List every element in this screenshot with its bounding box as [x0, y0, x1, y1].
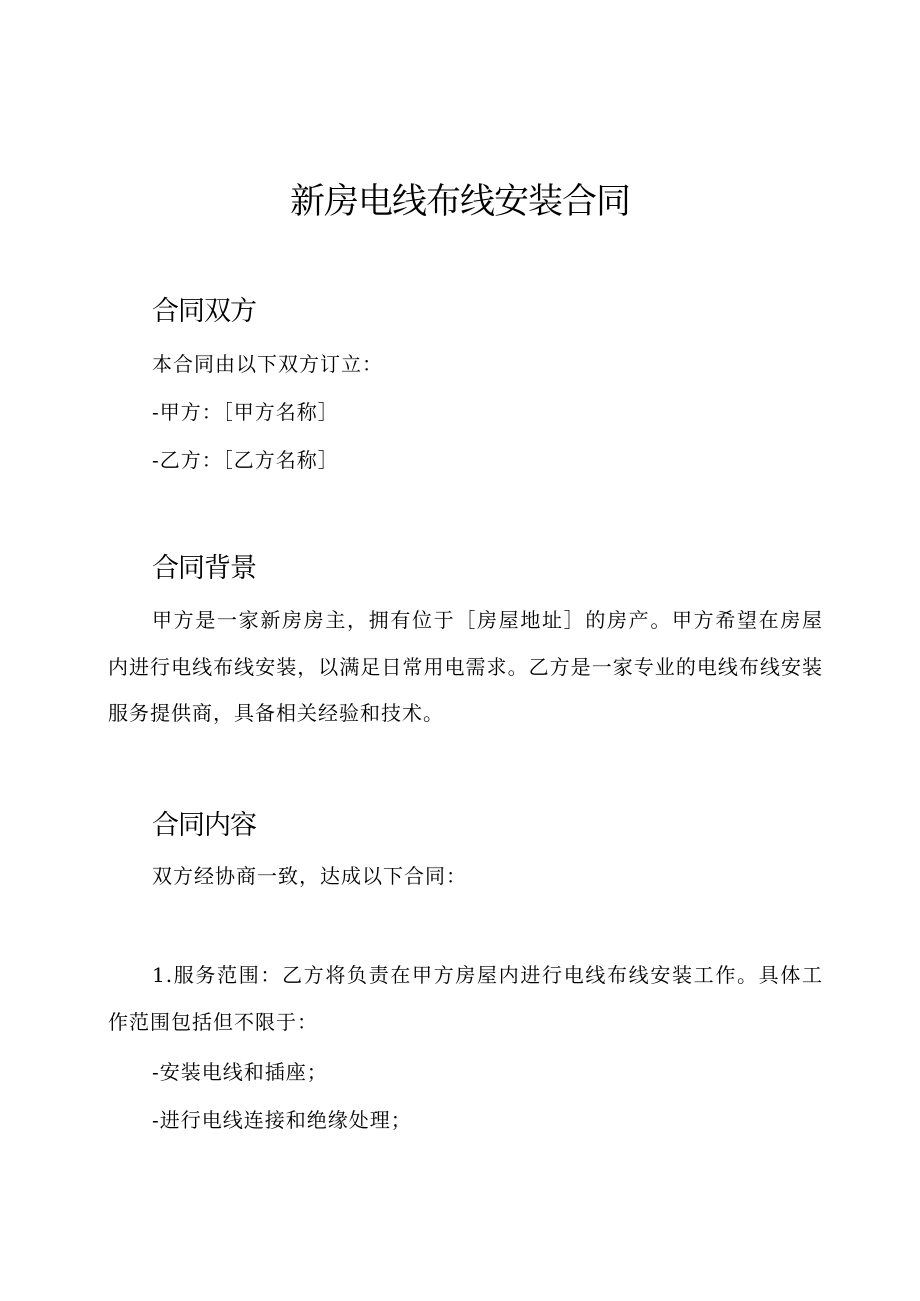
list-item: -安装电线和插座； [152, 1060, 328, 1084]
background-paragraph: 甲方是一家新房房主，拥有位于［房屋地址］的房产。甲方希望在房屋内进行电线布线安装，以满足日常用电需求。乙方是一家专业的电线布线安装服务提供商，具备相关经验和技术。 [108, 608, 823, 725]
section-heading-content: 合同内容 [152, 810, 256, 841]
parties-intro: 本合同由以下双方订立： [152, 352, 383, 376]
content-intro: 双方经协商一致，达成以下合同： [152, 864, 467, 888]
section-heading-background: 合同背景 [152, 553, 256, 584]
section-heading-parties: 合同双方 [152, 296, 256, 327]
list-item: -进行电线连接和绝缘处理； [152, 1108, 412, 1132]
party-a-line: -甲方：［甲方名称］ [152, 400, 339, 424]
party-b-line: -乙方：［乙方名称］ [152, 448, 339, 472]
clause-1-paragraph: 1.服务范围：乙方将负责在甲方房屋内进行电线布线安装工作。具体工作范围包括但不限于： [108, 963, 823, 1034]
document-title: 新房电线布线安装合同 [289, 182, 630, 222]
